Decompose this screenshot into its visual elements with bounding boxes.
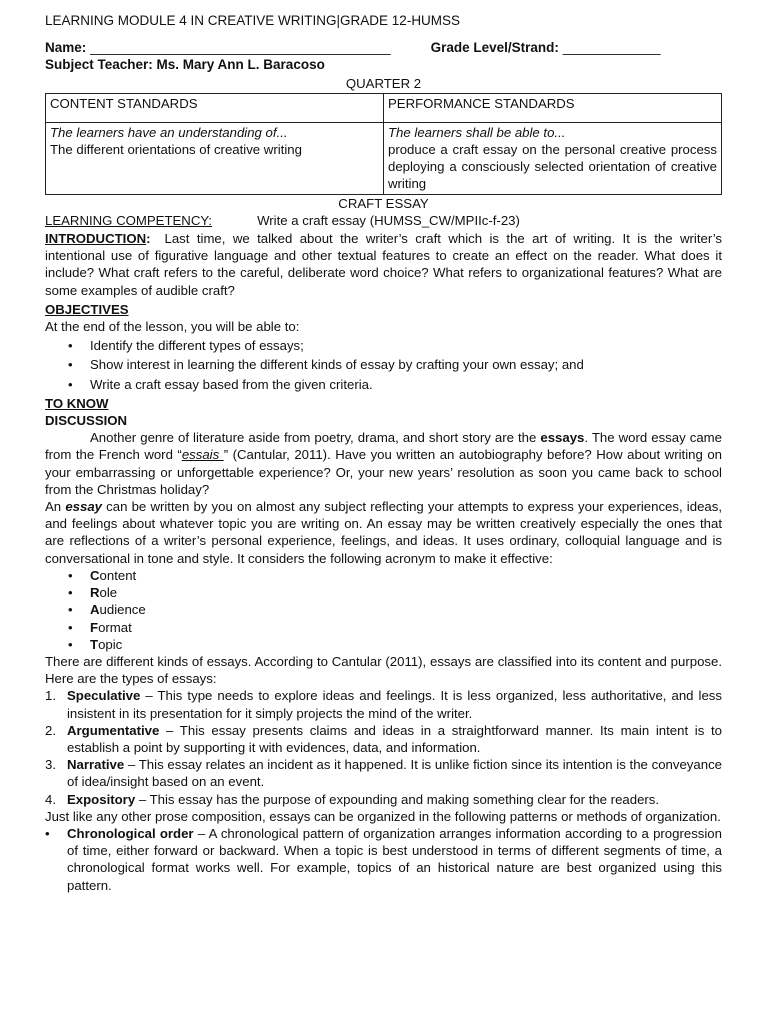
acronym-item bbox=[90, 567, 722, 584]
pattern-item bbox=[67, 825, 722, 894]
essay-type-item bbox=[45, 791, 722, 808]
essay-type-text: – This essay relates an incident as it happened. It is unlike fiction since its intention is the conveyance of idea/insight based on an event. bbox=[67, 757, 722, 790]
objectives-heading: OBJECTIVES bbox=[45, 301, 129, 317]
acronym-word: ontent bbox=[99, 567, 137, 583]
content-intro: The learners have an understanding of... bbox=[50, 124, 288, 140]
p1-essais-term: essais bbox=[181, 447, 224, 463]
discussion-paragraph-2 bbox=[45, 498, 722, 567]
item-number: 1. bbox=[45, 688, 56, 704]
content-standards-cell bbox=[46, 122, 384, 194]
objective-item: • Identify the different types of essays; bbox=[90, 337, 722, 354]
section-title: CRAFT ESSAY bbox=[338, 195, 429, 211]
essay-type-text: – This essay presents claims and ideas in a straightforward manner. Its main intent is to establish a point by supporting it with evidences, data, and information. bbox=[67, 722, 722, 755]
pattern-term: Chronological order bbox=[67, 825, 194, 841]
essay-type-term: Expository bbox=[67, 791, 136, 807]
acronym-word: opic bbox=[98, 636, 123, 652]
content-standards-header: CONTENT STANDARDS bbox=[46, 93, 384, 122]
content-text: The different orientations of creative writing bbox=[50, 142, 302, 158]
essay-type-term: Speculative bbox=[67, 688, 141, 704]
discussion-heading: DISCUSSION bbox=[45, 413, 128, 429]
essay-type-item bbox=[45, 756, 722, 790]
acronym-item bbox=[90, 584, 722, 601]
acronym-item bbox=[90, 601, 722, 618]
performance-standards-header: PERFORMANCE STANDARDS bbox=[384, 93, 722, 122]
introduction bbox=[45, 230, 722, 299]
acronym-word: ormat bbox=[98, 619, 132, 635]
competency-label: LEARNING COMPETENCY: bbox=[45, 212, 213, 228]
quarter-label: QUARTER 2 bbox=[345, 75, 422, 91]
competency-text: Write a craft essay (HUMSS_CW/MPIIc-f-23) bbox=[257, 212, 520, 228]
acronym-item bbox=[90, 619, 722, 636]
discussion-paragraph-3: There are different kinds of essays. According to Cantular (2011), essays are classified into its content and purpose. Here are the types of essays: bbox=[45, 653, 722, 687]
essay-type-text: – This type needs to explore ideas and feelings. It is less organized, less authoritative, and less insistent in its presentation for it simply projects the mind of the writer. bbox=[67, 688, 722, 721]
grade-field[interactable]: _____________ bbox=[562, 40, 661, 56]
p1-text-c: . The word essay came from the French word “ bbox=[45, 430, 722, 463]
objective-item: • Show interest in learning the different kinds of essay by crafting your own essay; and bbox=[90, 356, 722, 373]
discussion-paragraph-4: Just like any other prose composition, essays can be organized in the following patterns or methods of organization. bbox=[45, 808, 721, 824]
performance-standards-cell bbox=[384, 122, 722, 194]
patterns-list bbox=[45, 825, 722, 894]
name-row bbox=[45, 39, 722, 56]
performance-intro: The learners shall be able to... bbox=[388, 124, 566, 140]
name-label: Name: bbox=[45, 40, 87, 56]
essay-type-term: Narrative bbox=[67, 757, 125, 773]
item-number: 4. bbox=[45, 791, 56, 807]
introduction-label: INTRODUCTION bbox=[45, 231, 147, 247]
essay-type-item bbox=[45, 722, 722, 756]
name-field[interactable]: ________________________________________ bbox=[90, 40, 391, 56]
acronym-word: ole bbox=[99, 585, 118, 601]
acronym-word: udience bbox=[99, 602, 146, 618]
to-know-heading: TO KNOW bbox=[45, 395, 109, 411]
acronym-list bbox=[45, 567, 722, 653]
p2-text-a: An bbox=[45, 499, 66, 515]
essay-type-item bbox=[45, 687, 722, 721]
item-number: 3. bbox=[45, 757, 56, 773]
pattern-text: – A chronological pattern of organization arranges information according to a progression of time, either forward or backward. When a topic is best understood in terms of different segments of time, a chronological format works well. For example, topics of an historical nature are best organized using this pattern. bbox=[67, 825, 722, 893]
objectives-lead: At the end of the lesson, you will be able to: bbox=[45, 319, 300, 335]
acronym-letter: C bbox=[90, 567, 100, 583]
discussion-paragraph-1 bbox=[45, 429, 722, 498]
acronym-letter: A bbox=[90, 602, 100, 618]
item-number: 2. bbox=[45, 722, 56, 738]
teacher-line: Subject Teacher: Ms. Mary Ann L. Baracoso bbox=[45, 57, 325, 73]
p2-text-c: can be written by you on almost any subject reflecting your attempts to express your experiences, ideas, and feelings about whatever topic you are writing on. An essay may be written creatively especially the ones that are reflections of a writer’s personal experience, feelings, and ideas. It uses ordinary, colloquial language and is conversational in tone and style. It considers the following acronym to make it effective: bbox=[45, 499, 722, 566]
competency-row bbox=[45, 212, 722, 229]
p1-text-a: Another genre of literature aside from poetry, drama, and short story are the bbox=[90, 430, 541, 446]
acronym-item bbox=[90, 636, 722, 653]
module-title: LEARNING MODULE 4 IN CREATIVE WRITING|GRADE 12-HUMSS bbox=[45, 13, 461, 28]
p1-text-e: ” (Cantular, 2011). Have you written an autobiography before? How about writing on your embarrassing or unforgettable experience? Or, your new years’ resolution as soon you came back to school from the Christmas holiday? bbox=[45, 447, 722, 497]
objectives-list bbox=[45, 337, 722, 393]
introduction-text: Last time, we talked about the writer’s craft which is the art of writing. It is the writer’s intentional use of figurative language and other textual features to create an effect on the reader. What does it include? What craft refers to the careful, deliberate word choice? What refers to organizational features? What are some examples of audible craft? bbox=[45, 231, 722, 298]
acronym-letter: T bbox=[90, 636, 99, 652]
acronym-letter: F bbox=[90, 619, 99, 635]
module-page bbox=[45, 10, 722, 894]
objective-item: • Write a craft essay based from the given criteria. bbox=[90, 376, 722, 393]
p2-essay-term: essay bbox=[65, 499, 102, 515]
introduction-colon: : bbox=[146, 231, 151, 247]
essay-type-text: – This essay has the purpose of expounding and making something clear for the readers. bbox=[135, 791, 660, 807]
essay-type-term: Argumentative bbox=[67, 722, 160, 738]
p1-essays-term: essays bbox=[540, 430, 585, 446]
standards-table bbox=[45, 93, 722, 195]
grade-label: Grade Level/Strand: bbox=[430, 40, 559, 56]
essay-types-list bbox=[45, 687, 722, 807]
acronym-letter: R bbox=[90, 585, 100, 601]
performance-text: produce a craft essay on the personal creative process deploying a consciously selected orientation of creative writing bbox=[388, 142, 717, 192]
